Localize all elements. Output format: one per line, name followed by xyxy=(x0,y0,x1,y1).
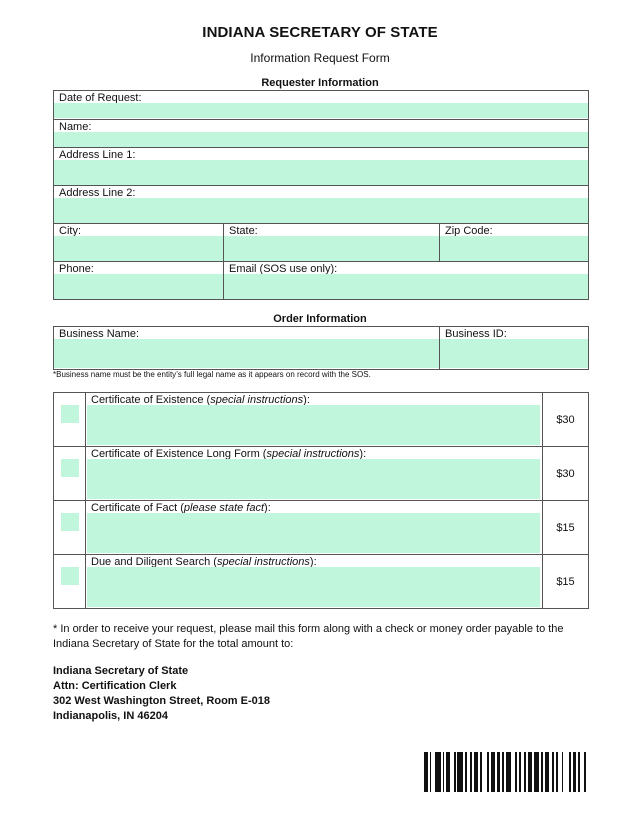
certificate-checkbox-cell xyxy=(54,501,86,555)
certificate-fact-instructions-field[interactable] xyxy=(87,513,540,553)
certificate-fact-label: Certificate of Fact (please state fact): xyxy=(91,502,271,513)
certificate-row xyxy=(54,393,589,447)
business-id-label: Business ID: xyxy=(445,328,507,339)
address-line-1-label: Address Line 1: xyxy=(59,149,136,160)
certificate-row xyxy=(54,501,589,555)
address-line-1-field[interactable] xyxy=(54,160,588,185)
zip-label: Zip Code: xyxy=(445,225,493,236)
certificate-label-cell xyxy=(86,501,543,555)
state-cell xyxy=(224,224,440,262)
mailing-address xyxy=(53,664,270,724)
email-field[interactable] xyxy=(224,274,588,299)
date-of-request-cell xyxy=(54,91,589,120)
zip-cell xyxy=(440,224,589,262)
address-line-1-cell xyxy=(54,148,589,186)
certificate-row xyxy=(54,555,589,609)
order-section-heading: Order Information xyxy=(273,313,367,325)
certificate-label-cell xyxy=(86,555,543,609)
certificate-existence-long-instructions-field[interactable] xyxy=(87,459,540,499)
phone-field[interactable] xyxy=(54,274,223,299)
name-field[interactable] xyxy=(54,132,588,147)
address-line: 302 West Washington Street, Room E-018 xyxy=(53,695,270,707)
certificate-label-cell xyxy=(86,393,543,447)
barcode-icon xyxy=(424,752,588,792)
requester-section-heading: Requester Information xyxy=(261,77,379,89)
address-line: Attn: Certification Clerk xyxy=(53,680,177,692)
certificate-fact-price: $15 xyxy=(543,501,589,555)
form-subtitle: Information Request Form xyxy=(250,51,390,65)
name-cell xyxy=(54,120,589,148)
address-line: Indianapolis, IN 46204 xyxy=(53,710,168,722)
certificate-existence-long-label: Certificate of Existence Long Form (special instructions): xyxy=(91,448,367,459)
email-label: Email (SOS use only): xyxy=(229,263,338,274)
name-label: Name: xyxy=(59,121,92,132)
certificate-row xyxy=(54,447,589,501)
certificate-checkbox-cell xyxy=(54,393,86,447)
address-line: Indiana Secretary of State xyxy=(53,665,189,677)
business-name-cell xyxy=(54,327,440,370)
certificate-existence-long-price: $30 xyxy=(543,447,589,501)
due-diligent-search-instructions-field[interactable] xyxy=(87,567,540,607)
certificate-label-cell xyxy=(86,447,543,501)
certificate-checkbox-cell xyxy=(54,447,86,501)
city-cell xyxy=(54,224,224,262)
certificate-existence-label: Certificate of Existence (special instructions): xyxy=(91,394,310,405)
state-field[interactable] xyxy=(224,236,439,261)
certificates-table xyxy=(53,392,589,609)
address-line-2-cell xyxy=(54,186,589,224)
due-diligent-search-price: $15 xyxy=(543,555,589,609)
email-cell xyxy=(224,262,589,300)
business-name-label: Business Name: xyxy=(59,328,140,339)
business-name-note: *Business name must be the entity’s full legal name as it appears on record with the SOS. xyxy=(53,370,371,379)
phone-cell xyxy=(54,262,224,300)
phone-label: Phone: xyxy=(59,263,94,274)
city-label: City: xyxy=(59,225,81,236)
address-line-2-field[interactable] xyxy=(54,198,588,223)
mailing-instructions: * In order to receive your request, please mail this form along with a check or money order payable to the Indiana Secretary of State for the total amount to: xyxy=(53,623,564,650)
certificate-existence-price: $30 xyxy=(543,393,589,447)
zip-field[interactable] xyxy=(440,236,588,261)
due-diligent-search-checkbox[interactable] xyxy=(61,567,79,585)
date-of-request-label: Date of Request: xyxy=(59,92,142,103)
certificate-fact-checkbox[interactable] xyxy=(61,513,79,531)
certificate-checkbox-cell xyxy=(54,555,86,609)
order-table xyxy=(53,326,589,370)
business-name-field[interactable] xyxy=(54,339,439,368)
certificate-existence-instructions-field[interactable] xyxy=(87,405,540,445)
certificate-existence-checkbox[interactable] xyxy=(61,405,79,423)
date-of-request-field[interactable] xyxy=(54,103,588,118)
certificate-existence-long-checkbox[interactable] xyxy=(61,459,79,477)
address-line-2-label: Address Line 2: xyxy=(59,187,136,198)
business-id-cell xyxy=(440,327,589,370)
due-diligent-search-label: Due and Diligent Search (special instructions): xyxy=(91,556,317,567)
state-label: State: xyxy=(229,225,258,236)
city-field[interactable] xyxy=(54,236,223,261)
requester-table xyxy=(53,90,589,300)
page-title: INDIANA SECRETARY OF STATE xyxy=(202,24,438,41)
business-id-field[interactable] xyxy=(440,339,588,368)
